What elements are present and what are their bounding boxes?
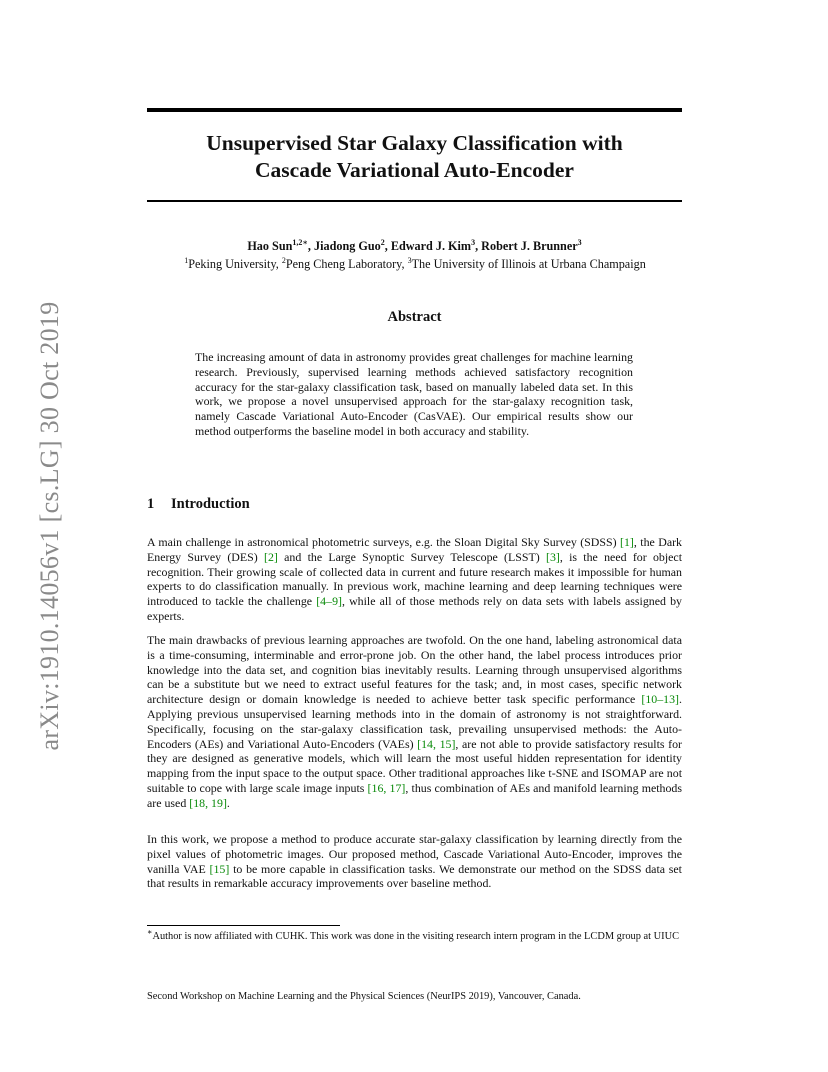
abstract-text: The increasing amount of data in astronomy provides great challenges for machine learning research. Previously, supervised learning methods achieved satisfactory recognition accuracy for the star-galaxy classification task, based on manually labeled data set. In this work, we propose a novel unsupervised approach for the star-galaxy recognition task, namely Cascade Variational Auto-Encoder (CasVAE). Our empirical results show our method outperforms the baseline model in both accuracy and stability. <box>195 350 633 438</box>
introduction-paragraph-3 <box>147 832 682 891</box>
author-list: Hao Sun$^{1,2∗}$, Jiadong Guo$^2$, Edward J. Kim$^3$, Robert J. Brunner$^3$ <box>247 237 582 253</box>
paper-title-line-2: Cascade Variational Auto-Encoder <box>255 158 574 182</box>
affiliation: The University of Illinois at Urbana Champaign <box>411 257 646 271</box>
author-affiliation-mark: 3 <box>577 237 582 247</box>
footnote-separator <box>147 925 340 926</box>
paragraph-text: , are not able to provide satisfactory results for they are designed as generative models, which will learn the most useful hidden representation for identity mapping from the input space to the output space. Other traditional approaches like t-SNE and ISOMAP are not suitable to cope with large scale image inputs <box>147 736 682 795</box>
paragraph-text: to be more capable in classification tasks. We demonstrate our method on the SDSS data set that results in remarkable accuracy improvements over baseline method. <box>147 861 682 891</box>
citation-link[interactable]: [3] <box>546 549 560 564</box>
section-heading-introduction <box>147 496 250 513</box>
introduction-paragraph-1 <box>147 535 682 624</box>
arxiv-identifier-stamp: arXiv:1910.14056v1 [cs.LG] 30 Oct 2019 <box>35 301 64 751</box>
paragraph-text: A main challenge in astronomical photometric surveys, e.g. the Sloan Digital Sky Survey (SDSS) <box>147 535 620 549</box>
paragraph-text: , while all of those methods rely on data sets with labels assigned by experts. <box>147 594 682 623</box>
affiliation: Peking University, <box>188 257 282 271</box>
paragraph-text: and the Large Synoptic Survey Telescope (LSST) <box>277 549 546 564</box>
author-affiliation-mark: 2 <box>380 237 385 247</box>
footnote-text: Author is now affiliated with CUHK. This work was done in the visiting research intern program in the LCDM group at UIUC <box>152 931 680 942</box>
paragraph-text: . <box>226 795 230 810</box>
affiliation-mark: 1 <box>184 255 189 265</box>
citation-link[interactable]: [18, 19] <box>189 795 227 810</box>
author-name: Hao Sun <box>247 239 293 253</box>
paragraph-text: . Applying previous unsupervised learning methods into in the domain of astronomy is not straightforward. Specifically, focusing on the star-galaxy classification task, prevailing unsupervised methods: the Auto-Encoders (AEs) and Variational Auto-Encoders (VAEs) <box>147 692 682 751</box>
affiliation-mark: 3 <box>407 255 412 265</box>
citation-link[interactable]: [10–13] <box>641 692 680 707</box>
citation-link[interactable]: [14, 15] <box>417 736 456 751</box>
paper-title-line-1: Unsupervised Star Galaxy Classification with <box>206 131 623 155</box>
footnote-mark: ∗ <box>302 237 308 247</box>
footnote-mark: ∗ <box>147 927 153 937</box>
title-bottom-rule <box>147 200 682 202</box>
title-top-rule <box>147 108 682 112</box>
paragraph-text: , is the need for object recognition. Their growing scale of collected data in current and future research makes it impossible for human experts to do classification manually. In previous work, machine learning and deep learning techniques were introduced to tackle the challenge <box>147 549 682 609</box>
citation-link[interactable]: [2] <box>264 549 278 564</box>
author-name: Jiadong Guo <box>314 239 381 253</box>
author-name: Edward J. Kim <box>390 239 472 253</box>
paragraph-text: The main drawbacks of previous learning approaches are twofold. On the one hand, labeling astronomical data is a time-consuming, interminable and error-prone job. On the other hand, the label process introduces prior knowledge into the data set, and cognition bias inevitably results. Learning through unsupervised algorithms can be a substitute but we need to extract useful features for the task; and, in most cases, specific network architecture design or domain knowledge is needed to achieve better task specific performance <box>147 633 682 707</box>
paragraph-text: , the Dark Energy Survey (DES) <box>147 535 682 564</box>
abstract-heading: Abstract <box>387 309 442 325</box>
author-name: Robert J. Brunner <box>481 239 578 253</box>
venue-note: Second Workshop on Machine Learning and the Physical Sciences (NeurIPS 2019), Vancouver, Canada. <box>147 991 581 1002</box>
paragraph-text: , thus combination of AEs and manifold learning methods are used <box>147 780 682 810</box>
citation-link[interactable]: [16, 17] <box>367 780 406 795</box>
affiliation-list <box>130 256 700 273</box>
affiliation-mark: 2 <box>281 255 286 265</box>
section-title: Introduction <box>171 496 250 512</box>
citation-link[interactable]: [1] <box>620 535 634 549</box>
author-affiliation-mark: 3 <box>471 237 476 247</box>
section-number: 1 <box>147 496 155 512</box>
citation-link[interactable]: [4–9] <box>316 594 342 609</box>
paragraph-text: In this work, we propose a method to produce accurate star-galaxy classification by learning directly from the pixel values of photometric images. Our proposed method, Cascade Variational Auto-Encoder, improves the vanilla VAE <box>147 832 682 876</box>
footnote <box>147 927 682 944</box>
paper-title <box>147 130 682 184</box>
author-affiliation-mark: 1,2 <box>292 237 303 247</box>
citation-link[interactable]: [15] <box>209 861 230 876</box>
introduction-paragraph-2 <box>147 633 682 811</box>
affiliation: Peng Cheng Laboratory, <box>285 257 408 271</box>
